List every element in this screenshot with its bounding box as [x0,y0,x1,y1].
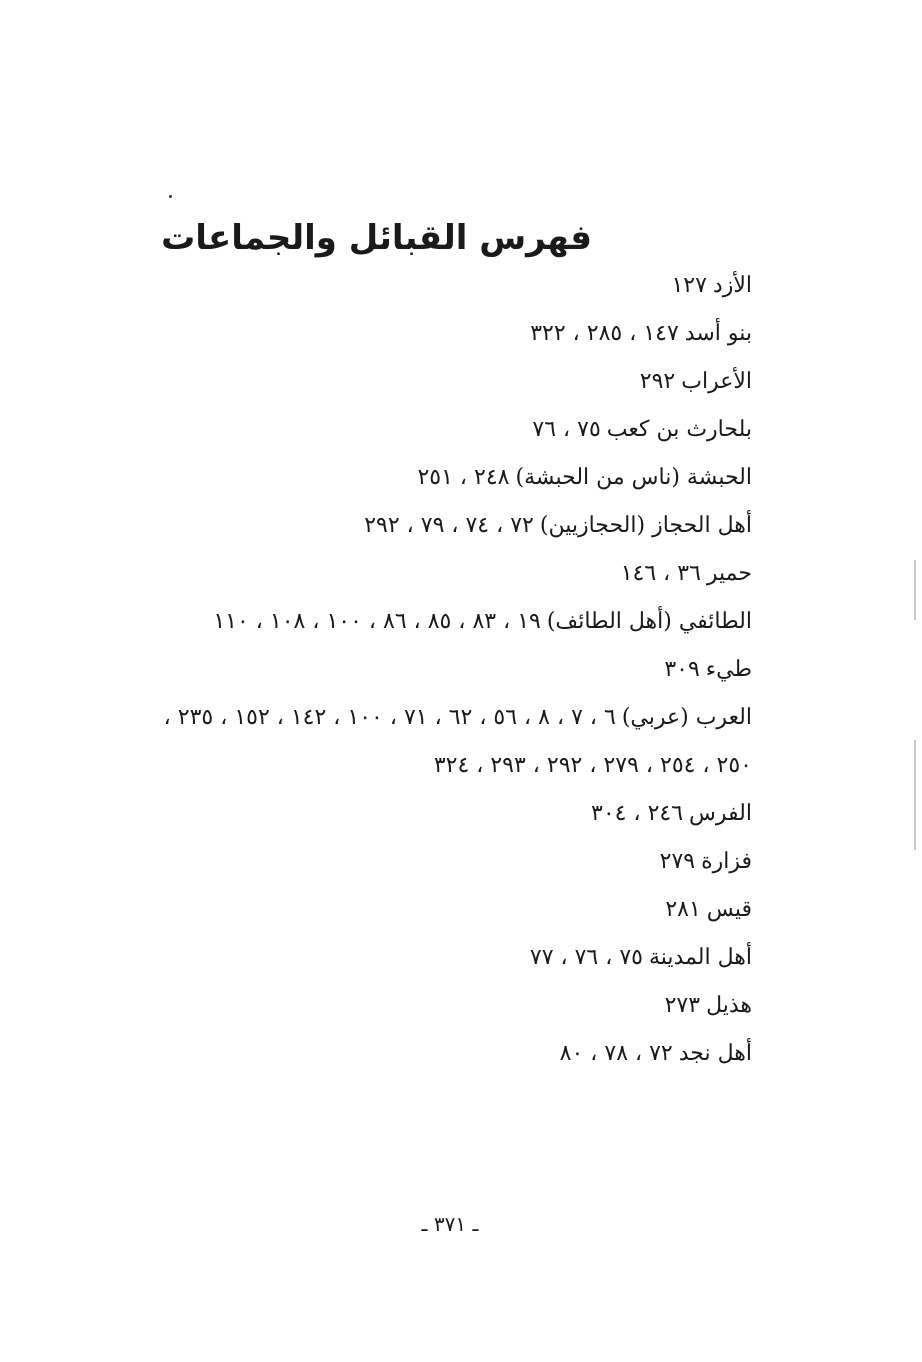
entry-pages: ٣٠٩ [664,657,700,682]
index-entry [132,406,752,454]
entry-name: العرب (عربي) [621,705,752,730]
index-entries-list [132,262,752,1078]
entry-name: الحبشة (ناس من الحبشة) [515,465,752,490]
stray-dot-mark [169,195,172,198]
entry-name: الأعراب [681,369,752,394]
entry-pages: ٧٥ ، ٧٦ ، ٧٧ [529,945,643,970]
index-entry [132,838,752,886]
entry-pages: ٢٤٦ ، ٣٠٤ [591,801,684,826]
index-entry [132,358,752,406]
edge-scan-mark [914,740,916,850]
entry-name: أهل الحجاز (الحجازيين) [539,513,752,538]
index-entry [132,934,752,982]
page-number: ـ ٣٧١ ـ [421,1212,479,1236]
entry-name: الفرس [689,801,752,826]
entry-name: بنو أسد [684,321,752,346]
entry-name: بلحارث بن كعب [606,417,752,442]
index-entry [132,886,752,934]
entry-pages: ٢٧٩ [659,849,696,874]
entry-name: الطائفي (أهل الطائف) [546,609,752,634]
index-title: فهرس القبائل والجماعات [161,218,592,258]
index-entry [132,310,752,358]
index-entry [132,982,752,1030]
entry-pages: ٢٤٨ ، ٢٥١ [417,465,510,490]
entry-name: أهل نجد [678,1041,752,1066]
entry-pages: ١٢٧ [671,273,707,298]
entry-pages: ٧٥ ، ٧٦ [532,417,601,442]
index-entry [132,550,752,598]
entry-name: حمير [706,561,752,586]
entry-pages: ٢٩٢ [639,369,676,394]
entry-pages: ٦ ، ٧ ، ٨ ، ٥٦ ، ٦٢ ، ٧١ ، ١٠٠ ، ١٤٢ ، ١٥٢ ، ٢٣٥ ، ٢٥٠ ، ٢٥٤ ، ٢٧٩ ، ٢٩٢ ، ٢٩٣ ، ٣٢٤ [163,705,752,778]
entry-pages: ٢٨١ [665,897,701,922]
entry-name: قيس [706,897,752,922]
index-entry [132,502,752,550]
index-entry [132,1030,752,1078]
entry-name: فزارة [701,849,752,874]
entry-pages: ١٩ ، ٨٣ ، ٨٥ ، ٨٦ ، ١٠٠ ، ١٠٨ ، ١١٠ [213,609,541,634]
entry-name: الأزد [712,273,752,298]
entry-pages: ٢٧٣ [664,993,701,1018]
entry-pages: ١٤٧ ، ٢٨٥ ، ٣٢٢ [530,321,679,346]
index-entry [132,790,752,838]
index-entry [132,598,752,646]
index-entry [132,646,752,694]
index-entry [132,694,752,790]
index-entry [132,262,752,310]
entry-name: طيء [705,657,752,682]
entry-name: هذيل [706,993,752,1018]
entry-pages: ٣٦ ، ١٤٦ [620,561,701,586]
entry-pages: ٧٢ ، ٧٨ ، ٨٠ [559,1041,673,1066]
index-entry [132,454,752,502]
entry-pages: ٧٢ ، ٧٤ ، ٧٩ ، ٢٩٢ [364,513,534,538]
entry-name: أهل المدينة [648,945,752,970]
edge-scan-mark [914,560,916,620]
